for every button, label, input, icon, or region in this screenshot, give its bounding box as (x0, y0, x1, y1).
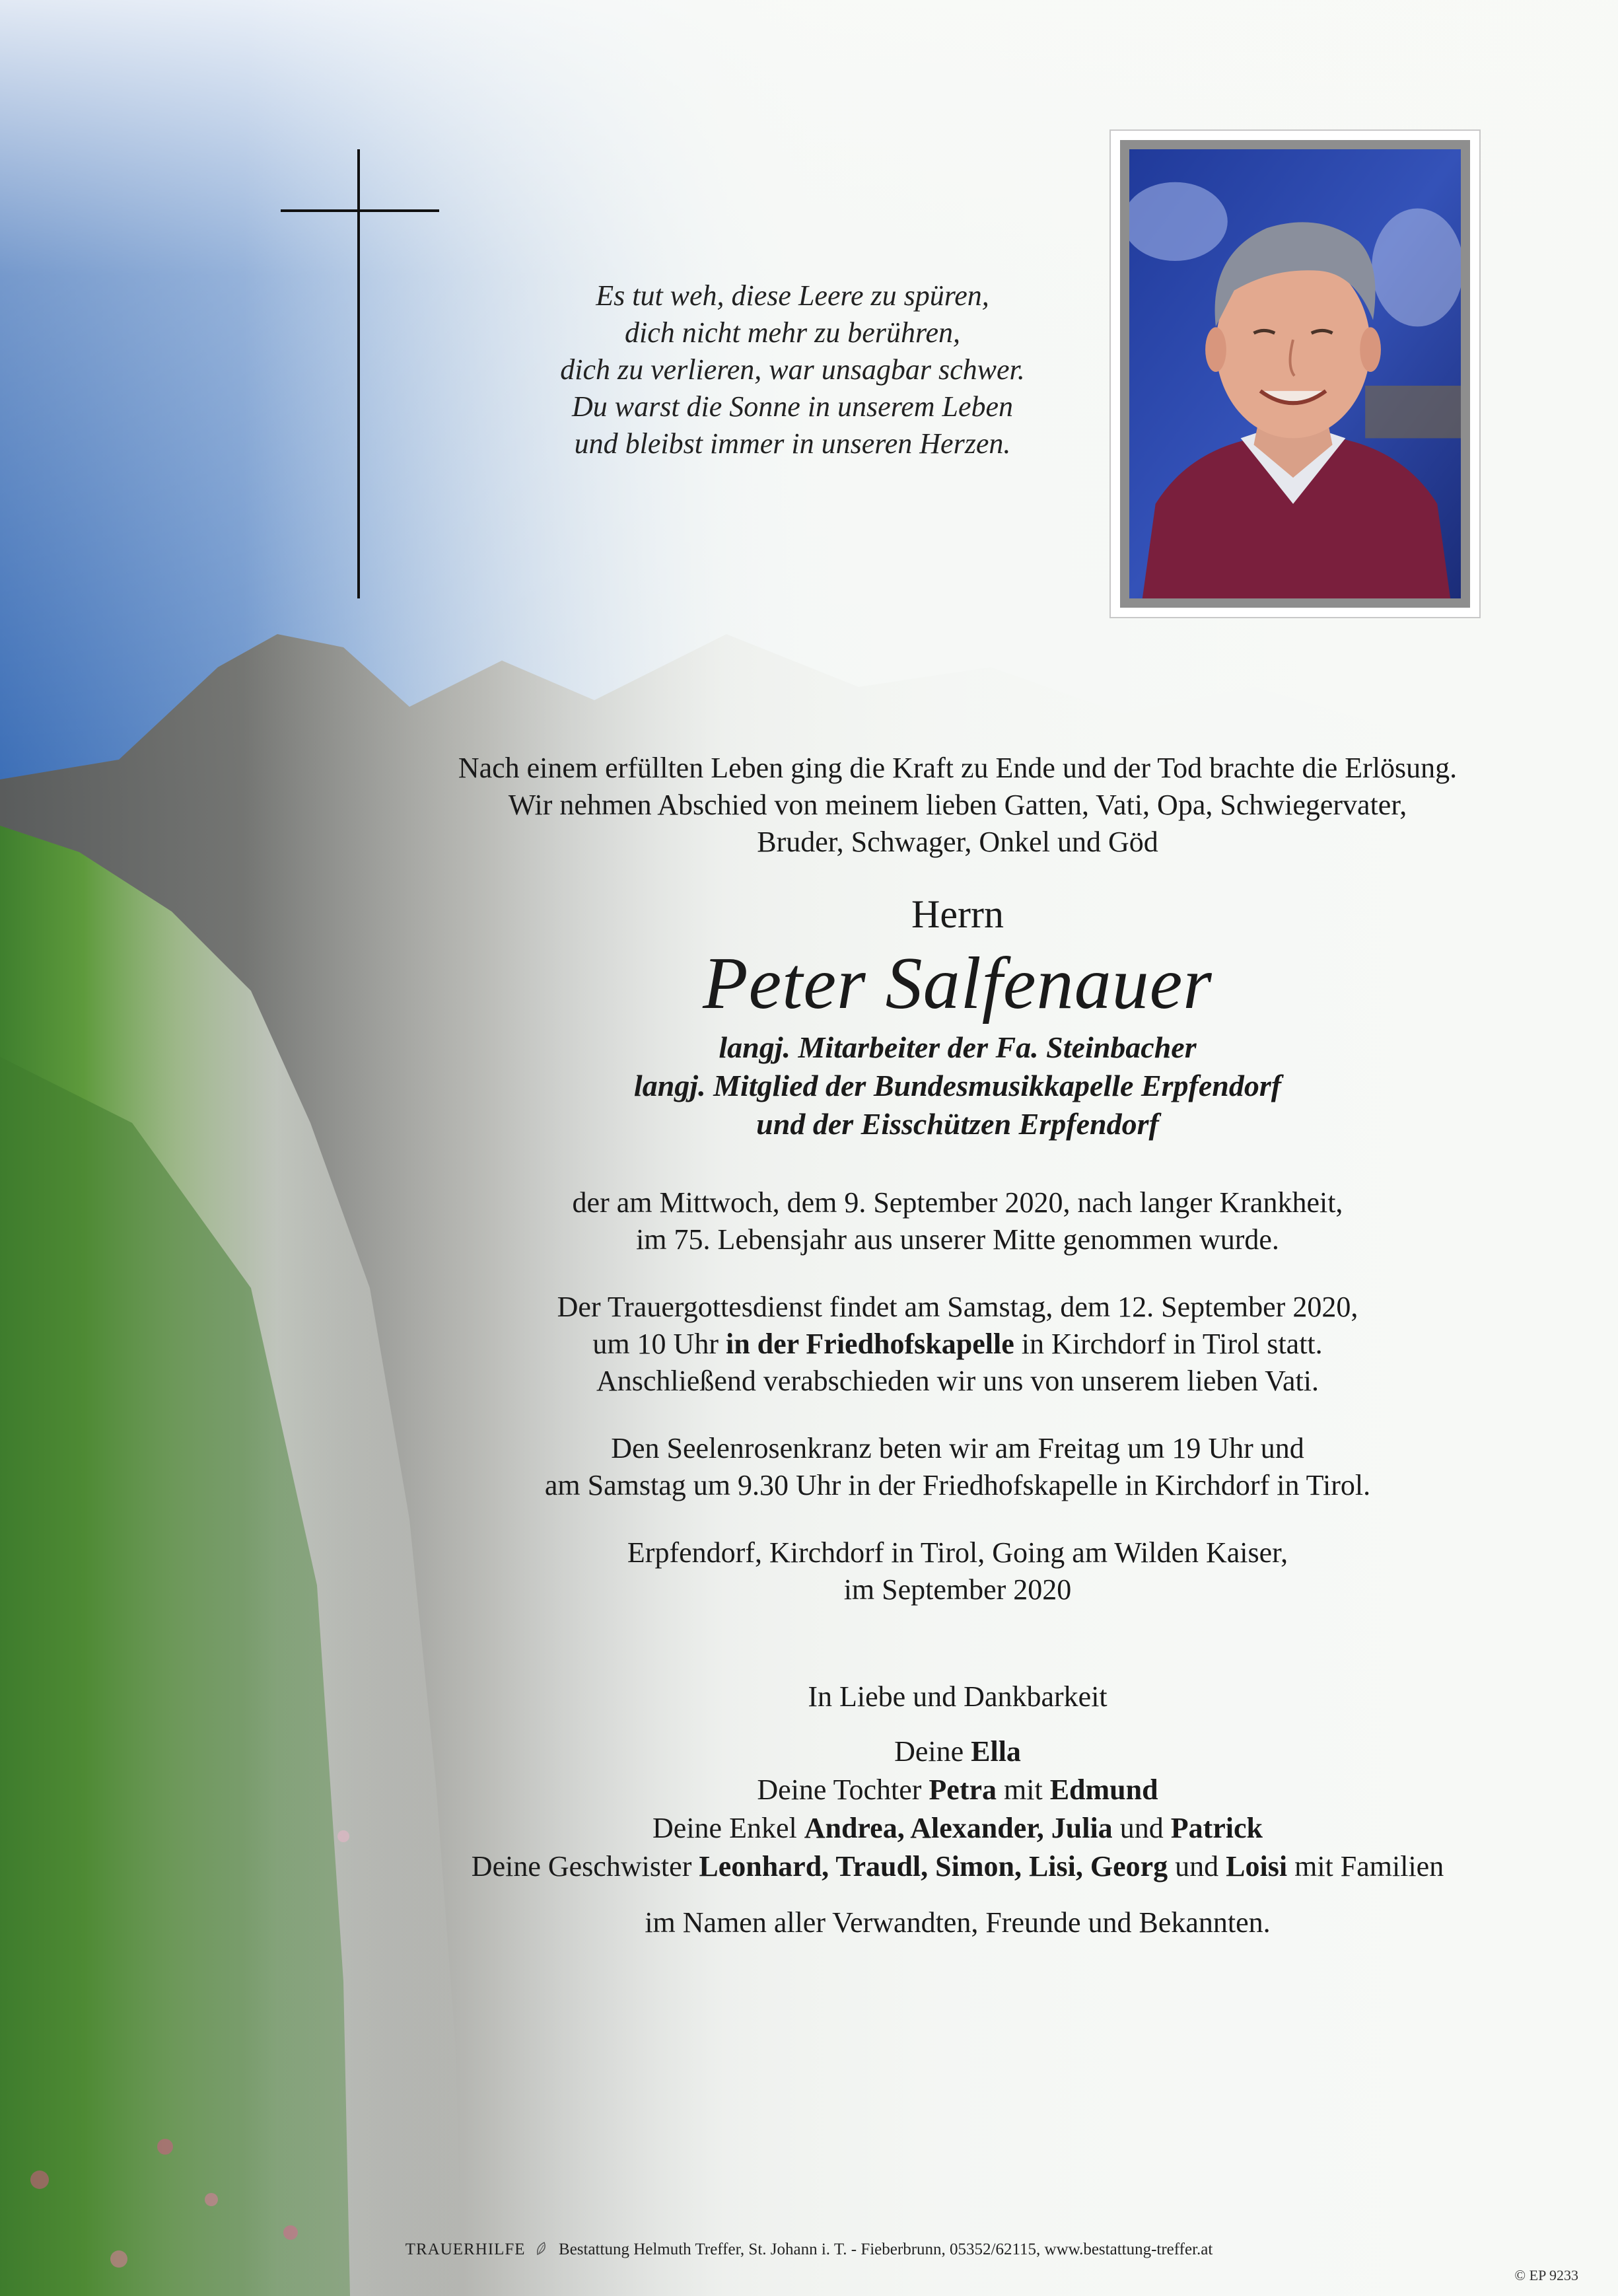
family-relation-text: Deine (894, 1735, 971, 1768)
roles-block (330, 1028, 1585, 1143)
intro-line: Wir nehmen Abschied von meinem lieben Gatten, Vati, Opa, Schwiegervater, (508, 789, 1407, 821)
memorial-verse (462, 277, 1123, 462)
portrait-photo (1129, 149, 1461, 598)
family-relation-text: Deine Geschwister (471, 1850, 699, 1883)
cross-icon-bar (281, 209, 439, 212)
family-member-name: Loisi (1226, 1850, 1288, 1883)
family-member-name: Petra (929, 1774, 997, 1806)
closing-line: im Namen aller Verwandten, Freunde und Bekannten. (645, 1906, 1271, 1939)
role-line: langj. Mitarbeiter der Fa. Steinbacher (719, 1030, 1197, 1064)
intro-line: Nach einem erfüllten Leben ging die Kraft zu Ende und der Tod brachte die Erlösung. (458, 752, 1458, 784)
family-relation-text: Deine Enkel (652, 1812, 804, 1844)
photo-mat (1120, 140, 1470, 608)
rosary-info (330, 1430, 1585, 1504)
death-notice-line: im 75. Lebensjahr aus unserer Mitte genommen wurde. (636, 1223, 1279, 1256)
family-member-name: Andrea, Alexander, Julia (804, 1812, 1113, 1844)
rosary-line: am Samstag um 9.30 Uhr in der Friedhofskapelle in Kirchdorf in Tirol. (544, 1469, 1371, 1501)
funeral-line-2 (330, 1326, 1585, 1363)
cross-icon (357, 149, 360, 598)
family-member-name: Leonhard, Traudl, Simon, Lisi, Georg (699, 1850, 1168, 1883)
intro-paragraph (330, 750, 1585, 861)
obituary-text (330, 750, 1585, 1941)
funeral-line: Der Trauergottesdienst findet am Samstag, dem 12. September 2020, (557, 1291, 1358, 1323)
place-and-date (330, 1534, 1585, 1608)
funeral-time: um 10 Uhr (592, 1328, 726, 1360)
date-line: im September 2020 (843, 1573, 1072, 1606)
family-line (330, 1733, 1585, 1771)
place-line: Erpfendorf, Kirchdorf in Tirol, Going am Wilden Kaiser, (627, 1536, 1288, 1569)
footer-text: Bestattung Helmuth Treffer, St. Johann i. T. - Fieberbrunn, 05352/62115, www.bestattung-treffer.at (559, 2241, 1213, 2258)
family-line (330, 1771, 1585, 1809)
death-notice-line: der am Mittwoch, dem 9. September 2020, nach langer Krankheit, (572, 1186, 1343, 1219)
verse-line: Du warst die Sonne in unserem Leben (571, 390, 1014, 423)
rosary-line: Den Seelenrosenkranz beten wir am Freitag um 19 Uhr und (611, 1432, 1304, 1464)
funeral-info (330, 1289, 1585, 1400)
verse-line: dich zu verlieren, war unsagbar schwer. (560, 353, 1025, 386)
role-line: langj. Mitglied der Bundesmusikkapelle Erpfendorf (633, 1069, 1282, 1102)
intro-line: Bruder, Schwager, Onkel und Göd (757, 826, 1158, 858)
verse-line: Es tut weh, diese Leere zu spüren, (596, 279, 989, 312)
salutation: Herrn (911, 892, 1004, 936)
family-list (330, 1733, 1585, 1886)
footer (0, 2240, 1618, 2259)
family-relation-text: und (1112, 1812, 1171, 1844)
family-member-name: Patrick (1170, 1812, 1263, 1844)
family-line (330, 1809, 1585, 1848)
verse-line: dich nicht mehr zu berühren, (625, 316, 960, 349)
funeral-line: Anschließend verabschieden wir uns von unserem lieben Vati. (596, 1365, 1319, 1397)
print-code: © EP 9233 (1514, 2267, 1578, 2283)
verse-line: und bleibst immer in unseren Herzen. (574, 427, 1011, 460)
family-member-name: Ella (971, 1735, 1021, 1768)
family-relation-text: Deine Tochter (757, 1774, 929, 1806)
deceased-name: Peter Salfenauer (703, 943, 1213, 1024)
thanks-line: In Liebe und Dankbarkeit (808, 1680, 1108, 1713)
footer-brand: TRAUERHILFE (405, 2241, 526, 2258)
family-relation-text: mit (997, 1774, 1050, 1806)
funeral-place: in Kirchdorf in Tirol statt. (1014, 1328, 1323, 1360)
family-line (330, 1848, 1585, 1886)
portrait-photo-frame (1109, 129, 1481, 618)
family-relation-text: und (1168, 1850, 1226, 1883)
funeral-location: in der Friedhofskapelle (725, 1328, 1014, 1360)
death-notice (330, 1184, 1585, 1258)
family-member-name: Edmund (1049, 1774, 1158, 1806)
role-line: und der Eisschützen Erpfendorf (756, 1107, 1159, 1141)
leaf-icon (534, 2240, 551, 2257)
family-relation-text: mit Familien (1287, 1850, 1444, 1883)
